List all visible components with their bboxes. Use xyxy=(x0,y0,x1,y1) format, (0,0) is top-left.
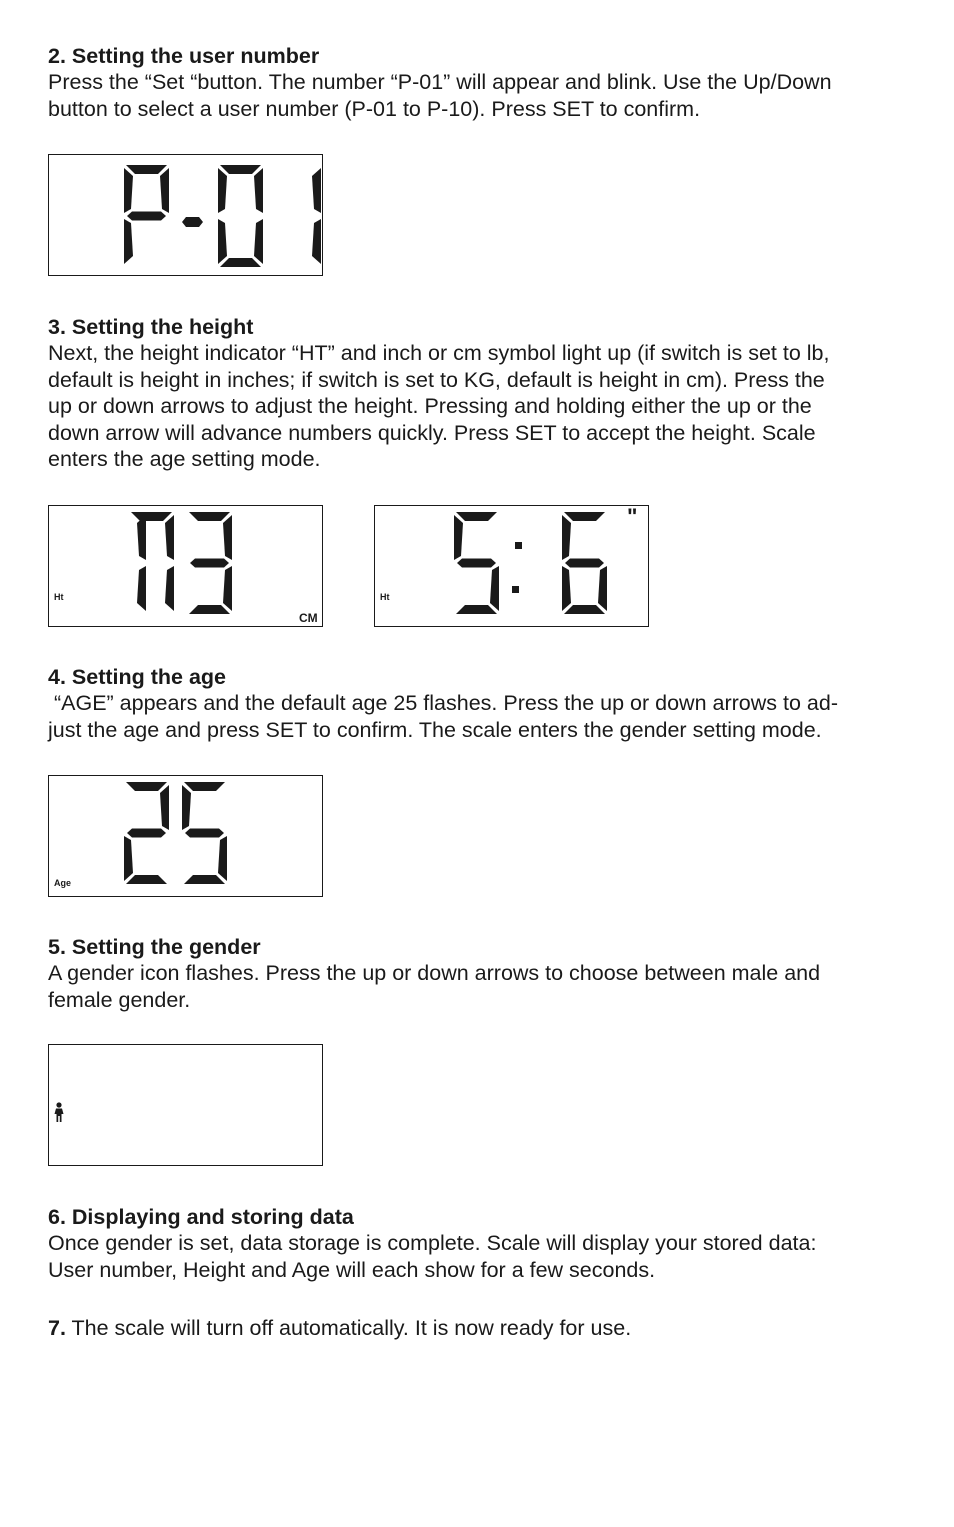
section-heading: 6. Displaying and storing data xyxy=(48,1205,354,1229)
height-indicator-label: Ht xyxy=(54,592,64,602)
lcd-colon xyxy=(512,542,522,593)
section-text-line: button to select a user number (P-01 to P-10). Press SET to confirm. xyxy=(48,96,701,121)
section-text-line: “AGE” appears and the default age 25 flashes. Press the up or down arrows to ad- xyxy=(48,691,838,715)
step-number: 7. xyxy=(48,1316,66,1340)
section-text-line: up or down arrows to adjust the height. Pressing and holding either the up or the xyxy=(48,394,812,418)
section-text-line: down arrow will advance numbers quickly. Press SET to accept the height. Scale xyxy=(48,420,816,445)
section-heading: 4. Setting the age xyxy=(48,665,227,689)
section-text-line: Next, the height indicator “HT” and inch or cm symbol light up (if switch is set to lb, xyxy=(48,341,830,365)
lcd-digit-1 xyxy=(137,515,146,611)
section-text-line: default is height in inches; if switch is set to KG, default is height in cm). Press the xyxy=(48,367,825,392)
section-height xyxy=(48,314,908,473)
lcd-digits xyxy=(49,506,324,628)
section-heading: 2. Setting the user number xyxy=(48,44,320,68)
lcd-digits xyxy=(49,155,324,277)
lcd-digit-5 xyxy=(182,782,227,884)
lcd-display-height-inches xyxy=(374,505,649,627)
age-indicator-label: Age xyxy=(54,878,72,888)
section-text-line: Press the “Set “button. The number “P-01” will appear and blink. Use the Up/Down xyxy=(48,70,832,94)
section-gender xyxy=(48,934,908,1013)
section-heading: 3. Setting the height xyxy=(48,315,254,339)
lcd-display-gender xyxy=(48,1044,323,1166)
section-text-line: just the age and press SET to confirm. The scale enters the gender setting mode. xyxy=(48,717,822,742)
lcd-digit-0 xyxy=(218,165,263,267)
lcd-digit-5 xyxy=(454,512,499,614)
lcd-digit-6 xyxy=(562,512,607,614)
lcd-display-user-number xyxy=(48,154,323,276)
section-heading: 5. Setting the gender xyxy=(48,935,261,959)
section-text-line: female gender. xyxy=(48,987,191,1012)
lcd-digits xyxy=(375,506,650,628)
section-auto-off xyxy=(48,1315,908,1342)
section-user-number xyxy=(48,43,908,122)
lcd-digit-1 xyxy=(312,168,321,264)
lcd-dash xyxy=(182,217,203,227)
section-text-line: User number, Height and Age will each show for a few seconds. xyxy=(48,1257,656,1282)
height-indicator-label: Ht xyxy=(380,592,390,602)
section-text-line: enters the age setting mode. xyxy=(48,447,321,471)
section-text-line: Once gender is set, data storage is complete. Scale will display your stored data: xyxy=(48,1231,817,1255)
lcd-display-age xyxy=(48,775,323,897)
step-text: The scale will turn off automatically. It is now ready for use. xyxy=(65,1316,632,1340)
section-text-line: A gender icon flashes. Press the up or down arrows to choose between male and xyxy=(48,961,821,985)
unit-inch-symbol: " xyxy=(627,504,638,529)
lcd-display-height-cm xyxy=(48,505,323,627)
female-person-icon xyxy=(52,1102,66,1124)
unit-cm-label: CM xyxy=(299,611,318,625)
lcd-digit-2 xyxy=(124,782,169,884)
lcd-digit-P xyxy=(124,165,169,264)
section-age xyxy=(48,664,908,743)
lcd-digits xyxy=(49,776,324,898)
section-display-data xyxy=(48,1204,908,1283)
lcd-digit-3 xyxy=(189,512,232,614)
